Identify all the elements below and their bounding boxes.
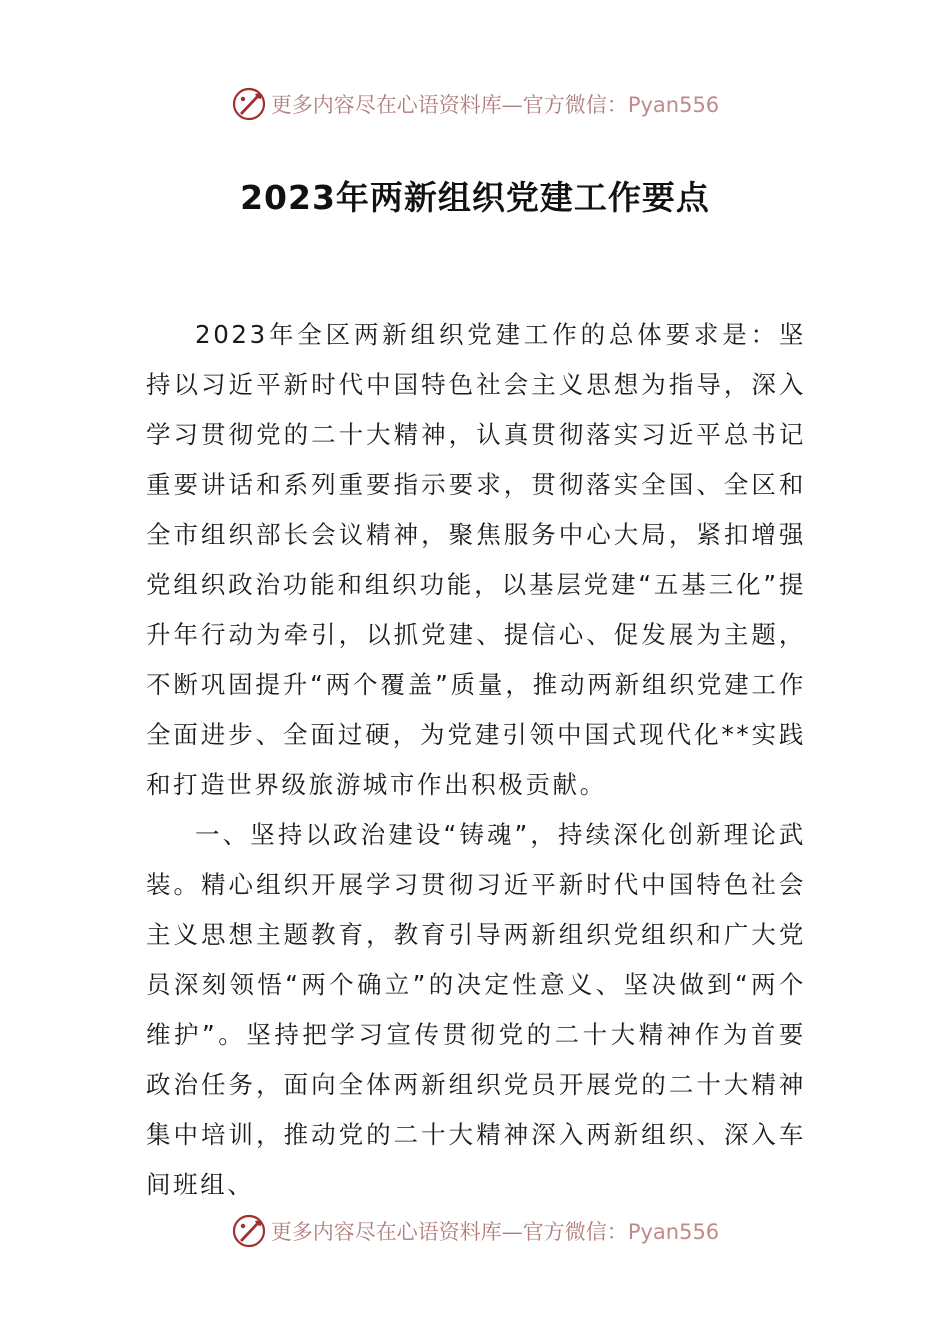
quill-logo-icon <box>231 86 267 122</box>
watermark-text: 更多内容尽在心语资料库—官方微信：Pyan556 <box>270 93 720 117</box>
watermark-banner-bottom <box>0 1211 950 1251</box>
watermark-id: Pyan556 <box>627 93 720 117</box>
document-body <box>146 310 806 1210</box>
watermark-banner-top <box>0 84 950 124</box>
paragraph: 2023年全区两新组织党建工作的总体要求是：坚持以习近平新时代中国特色社会主义思想为指导，深入学习贯彻党的二十大精神，认真贯彻落实习近平总书记重要讲话和系列重要指示要求，贯彻落实全国、全区和全市组织部长会议精神，聚焦服务中心大局，紧扣增强党组织政治功能和组织功能，以基层党建“五基三化”提升年行动为牵引，以抓党建、提信心、促发展为主题，不断巩固提升“两个覆盖”质量，推动两新组织党建工作全面进步、全面过硬，为党建引领中国式现代化**实践和打造世界级旅游城市作出积极贡献。 <box>146 320 806 799</box>
watermark-text: 更多内容尽在心语资料库—官方微信：Pyan556 <box>270 1220 720 1244</box>
quill-logo-icon <box>231 1213 267 1249</box>
document-title: 2023年两新组织党建工作要点 <box>240 178 710 217</box>
paragraph: 一、坚持以政治建设“铸魂”，持续深化创新理论武装。精心组织开展学习贯彻习近平新时代中国特色社会主义思想主题教育，教育引导两新组织党组织和广大党员深刻领悟“两个确立”的决定性意义、坚决做到“两个维护”。坚持把学习宣传贯彻党的二十大精神作为首要政治任务，面向全体两新组织党员开展党的二十大精神集中培训，推动党的二十大精神深入两新组织、深入车间班组、 <box>146 820 806 1199</box>
watermark-id: Pyan556 <box>627 1220 720 1244</box>
